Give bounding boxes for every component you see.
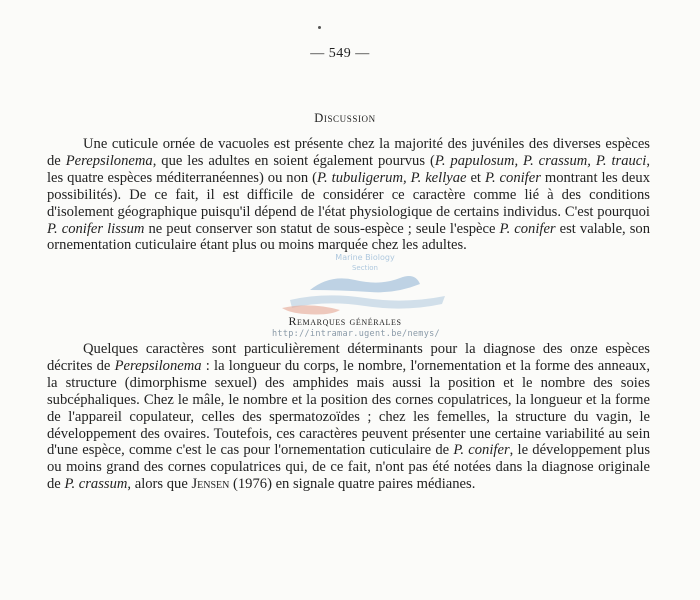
watermark-url: http://intramar.ugent.be/nemys/ (272, 329, 440, 339)
text-run: , alors que (127, 476, 192, 493)
text-run: et (466, 169, 485, 186)
italic-taxon-name: Perepsilonema (114, 357, 202, 374)
section-title-discussion: Discussion (314, 111, 376, 125)
page-number: — 549 — (310, 46, 370, 61)
italic-taxon-name: P. tubuligerum, P. kellyae (317, 169, 467, 186)
section-title-remarques: Remarques générales (288, 314, 402, 328)
italic-taxon-name: P. conifer (499, 220, 556, 237)
watermark-text-top: Marine Biology (335, 253, 395, 262)
text-run: (1976) en signale quatre paires médianes. (229, 476, 476, 493)
text-run: , les quatre espèces méditerranéennes) ou non ( (47, 152, 650, 186)
author-citation: Jensen (191, 476, 230, 493)
italic-taxon-name: P. papulosum, P. crassum, P. trauci (434, 152, 647, 169)
italic-taxon-name: P. conifer (484, 169, 541, 186)
text-run: , que les adultes en soient également pourvus ( (152, 152, 435, 169)
italic-taxon-name: P. conifer (453, 442, 510, 459)
italic-taxon-name: Perepsilonema (65, 152, 153, 169)
text-run: ne peut conserver son statut de sous-espèce ; seule l'espèce (144, 220, 500, 237)
wave-shape-upper (310, 276, 420, 292)
text-run: montrant les deux possibilités). De ce fait, il est difficile de considérer ce caractère comme lié à des conditions d'isolement géographique puisqu'il dépend de l'état physiologique de certains individus. C'est pourquoi (47, 169, 650, 220)
text-run: est valable, son ornementation cuticulaire étant plus ou moins marquée chez les adultes. (47, 220, 651, 254)
text-run: Quelques caractères sont particulièrement déterminants pour la diagnose des onze espèces décrites de (47, 341, 650, 374)
text-run: : la longueur du corps, le nombre, l'ornementation et la forme des anneaux, la structure (dimorphisme sexuel) des amphides mais aussi la position et le nombre des soies subcéphaliques. Chez le mâle, le nombre et la position des cornes copulatrices, la longueur et la forme de l'appareil copulateur, celles des spermatozoïdes ; chez les femelles, la structure du vagin, le développement des ovaires. Toutefois, ces caractères peuvent présenter une certaine variabilité au sein d'une espèce, comme c'est le cas pour l'ornementation cuticulaire de (47, 357, 650, 459)
remarques-paragraph (47, 341, 650, 493)
watermark-text-mid: Section (351, 264, 379, 272)
text-run: Une cuticule ornée de vacuoles est présente chez la majorité des juvéniles des diverses espèces de (47, 136, 650, 169)
scan-speck (318, 26, 321, 29)
text-run: , le développement plus ou moins grand des cornes copulatrices qui, de ce fait, n'ont pas été notées dans la diagnose originale de (47, 442, 650, 493)
italic-taxon-name: P. crassum (64, 476, 128, 493)
italic-taxon-name: P. conifer lissum (47, 220, 145, 237)
discussion-paragraph (47, 136, 650, 254)
